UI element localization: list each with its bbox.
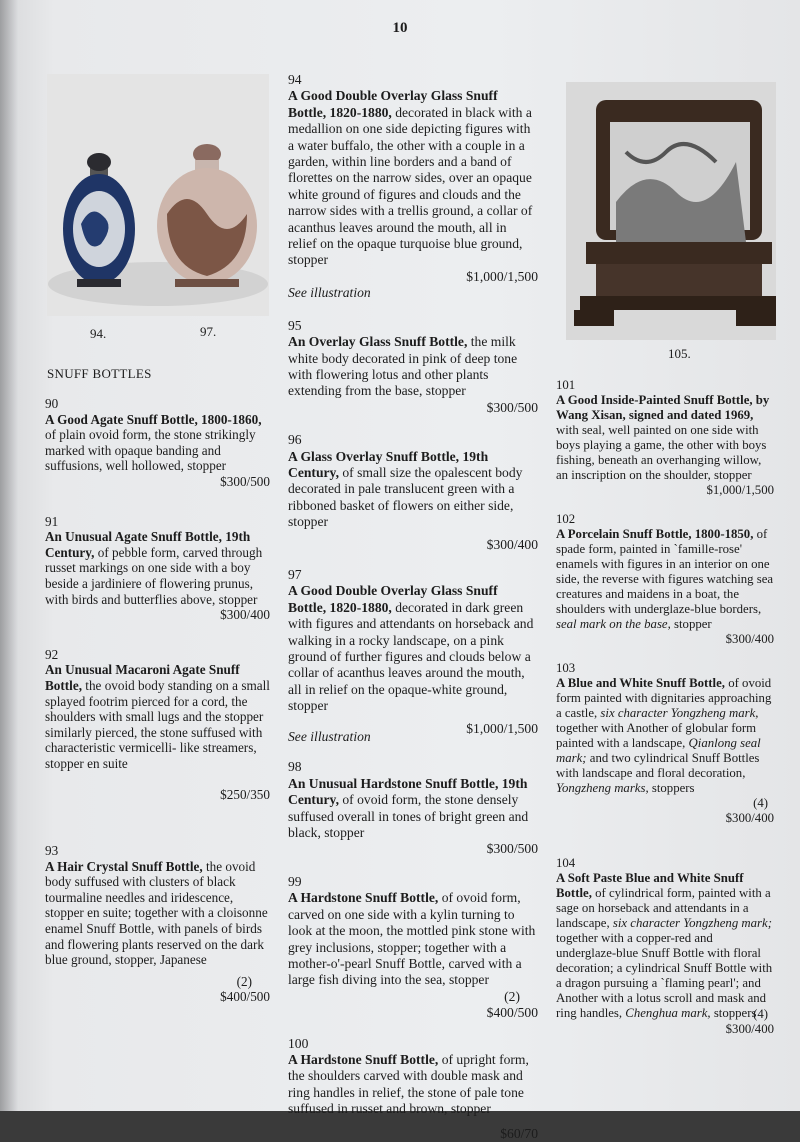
lot-94 bbox=[288, 72, 538, 302]
lot-description: with seal, well painted on one side with boys playing a game, the other with boys fishing, beneath an overhanging willow, an inscription on the shoulder, stopper bbox=[556, 423, 767, 482]
illustration-note: See illustration bbox=[288, 729, 371, 745]
lot-description-2: together with Another of globular form painted with a landscape, bbox=[556, 721, 757, 750]
lot-title: A Good Double Overlay Glass Snuff Bottle, 1820-1880, bbox=[288, 583, 498, 615]
lot-estimate: $300/400 bbox=[220, 607, 270, 623]
lot-number: 98 bbox=[288, 759, 302, 775]
lot-101 bbox=[556, 378, 774, 498]
lot-mark: six character Yongzheng mark; bbox=[609, 916, 772, 930]
lot-title: An Unusual Hardstone Snuff Bottle, 19th Century, bbox=[288, 775, 528, 808]
lot-number: 91 bbox=[45, 513, 59, 529]
lot-title: A Blue and White Snuff Bottle, bbox=[556, 676, 725, 690]
lot-quantity: (4) bbox=[753, 1007, 768, 1021]
lot-estimate: $300/400 bbox=[725, 811, 774, 825]
lot-estimate: $300/500 bbox=[486, 399, 538, 415]
lot-quantity: (2) bbox=[504, 988, 520, 1004]
lot-description: decorated in dark green with figures and attendants on horseback and walking in a rocky landscape, on a pink ground of further figures and clouds below a collar of acanthus leaves around the mouth, all in relief on the opaque-white ground, stopper bbox=[288, 599, 534, 714]
column-middle bbox=[288, 72, 538, 1142]
lot-90 bbox=[45, 396, 270, 490]
lot-description: of plain ovoid form, the stone strikingly marked with opaque banding and suffusions, well hollowed, stopper bbox=[45, 427, 256, 474]
lot-description: decorated in black with a medallion on one side depicting figures with a water buffalo, the other with a couple in a garden, within line borders and a band of florettes on the narrow sides, over an opaque white ground of figures and clouds and the narrow sides with a trellis ground, a collar of acanthus leaves around the mouth, all in relief on the opaque turquoise blue ground, stopper bbox=[288, 104, 533, 268]
lot-estimate: $1,000/1,500 bbox=[466, 268, 538, 284]
caption-94: 94. bbox=[90, 326, 107, 341]
lot-102 bbox=[556, 512, 774, 647]
lot-number: 104 bbox=[556, 856, 576, 870]
lot-97 bbox=[288, 567, 538, 745]
lot-100 bbox=[288, 1036, 538, 1142]
lot-title: A Good Agate Snuff Bottle, 1800-1860, bbox=[45, 411, 262, 427]
lot-quantity: (2) bbox=[236, 973, 252, 989]
lot-98 bbox=[288, 759, 538, 857]
lot-number: 103 bbox=[556, 661, 576, 675]
lot-title: An Overlay Glass Snuff Bottle, bbox=[288, 334, 468, 350]
lot-estimate: $1,000/1,500 bbox=[466, 720, 538, 736]
lot-estimate: $250/350 bbox=[220, 787, 270, 803]
lot-103 bbox=[556, 661, 774, 826]
lot-description-end: stopper bbox=[670, 617, 712, 631]
lot-estimate: $300/500 bbox=[220, 473, 270, 489]
lot-quantity: (4) bbox=[753, 796, 768, 810]
lot-estimate: $300/500 bbox=[486, 841, 538, 857]
lot-96 bbox=[288, 432, 538, 553]
lot-description-2: together with a copper-red and underglaze-blue Snuff Bottle with floral decoration; a cylindrical Snuff Bottle with a dragon pursuing a `flaming pearl'; and Another with a lotus scroll and mask and ring handles, bbox=[556, 931, 773, 1020]
lot-number: 102 bbox=[556, 512, 576, 526]
book-gutter bbox=[0, 0, 18, 1111]
caption-97: 97. bbox=[200, 324, 217, 339]
caption-105: 105. bbox=[668, 346, 691, 361]
lot-estimate: $300/400 bbox=[725, 632, 774, 646]
lot-104 bbox=[556, 856, 774, 1037]
lot-number: 100 bbox=[288, 1035, 309, 1051]
lot-description-4: stoppers bbox=[648, 781, 695, 795]
lot-title: A Soft Paste Blue and White Snuff Bottle, bbox=[556, 871, 744, 900]
lot-description: of small size the opalescent body decorated in pale translucent green with a ribboned basket of flowers on either side, stopper bbox=[288, 464, 523, 530]
lot-93 bbox=[45, 843, 270, 1005]
lot-number: 95 bbox=[288, 317, 302, 333]
lot-number: 97 bbox=[288, 566, 302, 582]
lot-description-3: stoppers bbox=[710, 1006, 757, 1020]
lot-number: 92 bbox=[45, 646, 59, 662]
lot-description: of upright form, the shoulders carved with double mask and ring handles in relief, the stone of pale tone suffused in russet and brown, stopper bbox=[288, 1051, 529, 1117]
lot-estimate: $60/70 bbox=[500, 1125, 538, 1141]
lot-title: An Unusual Agate Snuff Bottle, 19th Century, bbox=[45, 529, 251, 560]
lot-title: An Unusual Macaroni Agate Snuff Bottle, bbox=[45, 662, 240, 693]
lot-title: A Hardstone Snuff Bottle, bbox=[288, 890, 439, 906]
lot-description: of cylindrical form, painted with a sage on horseback and attendants in a landscape, bbox=[556, 886, 771, 930]
lot-number: 93 bbox=[45, 843, 59, 859]
column-left bbox=[45, 396, 270, 1005]
snuff-bottles-photo bbox=[47, 74, 269, 316]
lot-number: 90 bbox=[45, 396, 59, 411]
lot-estimate: $400/500 bbox=[486, 1005, 538, 1021]
lot-estimate: $400/500 bbox=[220, 989, 270, 1005]
lot-description: the ovoid body suffused with clusters of black tourmaline needles and iridescence, stopper en suite; together with a cloisonne enamel Snuff Bottle, with panels of birds and flowering plants reserved on the dark blue ground, stopper, Japanese bbox=[45, 858, 268, 968]
lot-mark: seal mark on the base, bbox=[556, 617, 671, 631]
lot-number: 96 bbox=[288, 432, 302, 448]
lot-estimate: $300/400 bbox=[486, 536, 538, 552]
lot-description: of ovoid form painted with dignitaries approaching a castle, bbox=[556, 676, 772, 720]
lot-title: A Hardstone Snuff Bottle, bbox=[288, 1051, 439, 1067]
lot-mark-3: Yongzheng marks, bbox=[556, 781, 649, 795]
lot-title: A Glass Overlay Snuff Bottle, 19th Century, bbox=[288, 448, 489, 480]
lot-description: of spade form, painted in `famille-rose' enamels with figures in an interior on one side, the reverse with figures watching sea creatures and maidens in a boat, the shoulders with underglaze-blue borders, bbox=[556, 527, 774, 616]
lot-description-3: and two cylindrical Snuff Bottles with landscape and floral decoration, bbox=[556, 751, 760, 780]
lot-91 bbox=[45, 514, 270, 623]
lot-description: of pebble form, carved through russet markings on one side with a boy beside a jardiniere of flowering prunus, with birds and butterflies above, stopper bbox=[45, 544, 263, 607]
lot-mark-2: Chenghua mark, bbox=[622, 1006, 711, 1020]
lot-description: of ovoid form, carved on one side with a kylin turning to look at the moon, the mottled pink stone with grey inclusions, stopper; together with a mother-o'-pearl Snuff Bottle, carved with a large fish diving into the sea, stopper bbox=[288, 890, 536, 988]
illustration-note: See illustration bbox=[288, 285, 371, 301]
lot-description: the ovoid body standing on a small splayed footrim pierced for a cord, the shoulders with small lugs and the stopper similarly pierced, the stone suffused with characteristic vermicelli- like streamers, stopper en suite bbox=[45, 677, 270, 771]
lot-number: 94 bbox=[288, 72, 302, 87]
lot-title: A Good Double Overlay Glass Snuff Bottle, 1820-1880, bbox=[288, 88, 498, 120]
lot-description: the milk white body decorated in pink of deep tone with flowering lotus and other plants extending from the base, stopper bbox=[288, 334, 518, 399]
lot-92 bbox=[45, 647, 270, 803]
lot-number: 99 bbox=[288, 873, 302, 889]
lot-title: A Porcelain Snuff Bottle, 1800-1850, bbox=[556, 527, 754, 541]
lot-95 bbox=[288, 318, 538, 416]
lot-estimate: $1,000/1,500 bbox=[706, 483, 774, 497]
lot-description: of ovoid form, the stone densely suffused overall in tones of bright green and black, stopper bbox=[288, 792, 529, 841]
table-screen-photo bbox=[566, 82, 776, 340]
section-heading: SNUFF BOTTLES bbox=[47, 366, 152, 381]
column-right bbox=[556, 378, 774, 1037]
lot-number: 101 bbox=[556, 378, 576, 392]
lot-title: A Hair Crystal Snuff Bottle, bbox=[45, 858, 203, 874]
lot-mark: six character Yongzheng mark, bbox=[597, 706, 759, 720]
page-number: 10 bbox=[392, 20, 408, 36]
lot-99 bbox=[288, 874, 538, 1022]
lot-estimate: $300/400 bbox=[725, 1022, 774, 1036]
lot-title: A Good Inside-Painted Snuff Bottle, by Wang Xisan, signed and dated 1969, bbox=[556, 393, 770, 422]
lot-mark-2: Qianlong seal mark; bbox=[556, 736, 761, 765]
